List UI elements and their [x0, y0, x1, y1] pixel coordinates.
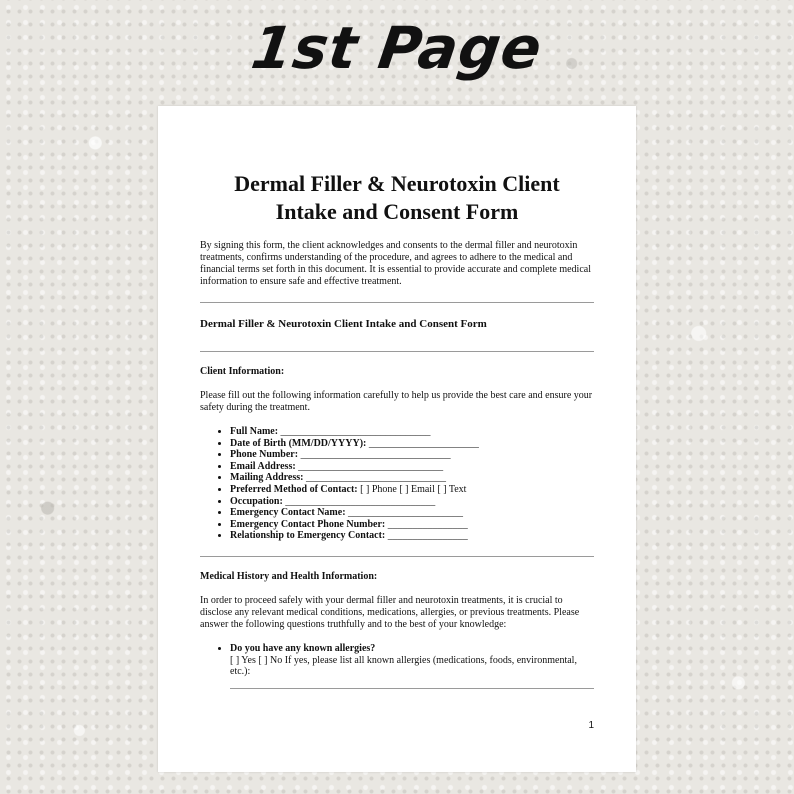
field-emergency-contact-phone[interactable] — [230, 519, 594, 531]
medical-history-heading: Medical History and Health Information: — [200, 570, 378, 582]
field-blank[interactable]: _____________________________ — [295, 460, 444, 472]
form-title — [200, 170, 594, 226]
field-label: Date of Birth (MM/DD/YYYY): — [230, 437, 367, 449]
field-blank[interactable]: _______________________ — [345, 507, 464, 519]
field-label: Emergency Contact Phone Number: — [230, 518, 386, 530]
divider — [200, 351, 594, 352]
intro-paragraph: By signing this form, the client acknowledges and consents to the dermal filler and neurotoxin treatments, confirms understanding of the procedure, and agrees to adhere to the medical and financial terms set forth in this document. It is essential to provide accurate and complete medical information to ensure safe and effective treatment. — [200, 240, 591, 287]
field-blank[interactable]: ______________________ — [366, 437, 479, 449]
field-label: Phone Number: — [230, 449, 299, 461]
field-full-name[interactable] — [230, 426, 594, 438]
field-emergency-relationship[interactable] — [230, 530, 594, 542]
form-page — [158, 106, 636, 772]
field-label: Emergency Contact Name: — [230, 507, 346, 519]
divider — [200, 302, 594, 303]
client-info-heading: Client Information: — [200, 366, 285, 377]
form-subtitle: Dermal Filler & Neurotoxin Client Intake and Consent Form — [200, 318, 487, 330]
field-blank[interactable]: ________________ — [385, 518, 468, 530]
divider — [200, 556, 594, 557]
field-label: Relationship to Emergency Contact: — [230, 530, 386, 542]
field-label: Full Name: — [230, 426, 279, 437]
field-label: Mailing Address: — [230, 472, 304, 484]
field-mailing-address[interactable] — [230, 472, 594, 484]
form-title-line-1: Dermal Filler & Neurotoxin Client — [234, 171, 560, 196]
field-emergency-contact-name[interactable] — [230, 507, 594, 519]
allergy-answer-options[interactable]: [ ] Yes [ ] No If yes, please list all known allergies (medications, foods, environmental, etc.): — [230, 654, 577, 678]
field-blank[interactable]: ____________________________ — [303, 472, 446, 484]
medical-history-instructions: In order to proceed safely with your dermal filler and neurotoxin treatments, it is crucial to disclose any relevant medical conditions, medications, allergies, or previous treatments. Please answer the following questions truthfully and to the best of your knowledge: — [200, 594, 580, 630]
field-blank[interactable]: ______________________________ — [282, 495, 436, 507]
medical-questions — [200, 643, 594, 678]
contact-checkboxes[interactable]: [ ] Phone [ ] Email [ ] Text — [357, 483, 467, 495]
form-title-line-2: Intake and Consent Form — [275, 199, 519, 224]
allergy-question — [230, 643, 594, 678]
client-info-instructions: Please fill out the following information carefully to help us provide the best care and ensure your safety during the treatment. — [200, 390, 593, 413]
field-date-of-birth[interactable] — [230, 438, 594, 450]
field-phone-number[interactable] — [230, 449, 594, 461]
field-occupation[interactable] — [230, 496, 594, 508]
field-blank[interactable]: ________________ — [385, 530, 468, 542]
page-label-banner: 1st Page — [247, 14, 547, 82]
field-blank[interactable]: ______________________________ — [298, 449, 451, 461]
field-preferred-contact[interactable] — [230, 484, 594, 496]
allergy-answer-line[interactable] — [230, 688, 594, 689]
field-email-address[interactable] — [230, 461, 594, 473]
field-label: Occupation: — [230, 495, 283, 507]
allergy-question-text: • Do you have any known allergies? — [230, 642, 376, 654]
client-info-fields — [200, 426, 594, 542]
field-label: Preferred Method of Contact: — [230, 483, 358, 495]
field-blank[interactable]: ______________________________ — [278, 426, 431, 437]
field-label: Email Address: — [230, 460, 296, 472]
page-number: 1 — [588, 720, 594, 731]
